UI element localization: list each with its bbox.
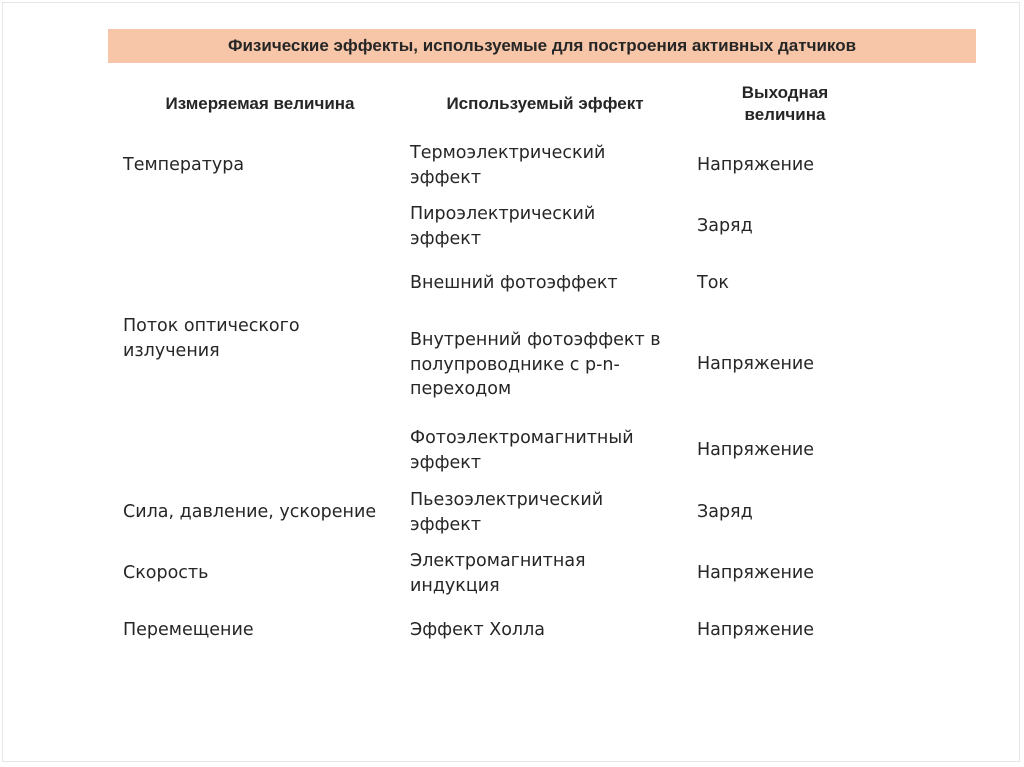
effect-thermoelectric-line-1: Термоэлектрический: [410, 143, 606, 163]
measured-temperature: Температура: [123, 155, 245, 175]
effect-internal-photo: [410, 328, 661, 402]
header-output-quantity: [700, 82, 870, 126]
output-voltage-internal-photo: Напряжение: [697, 354, 815, 374]
effect-piezoelectric: [410, 488, 603, 537]
effect-electromagnetic-induction: [410, 549, 586, 598]
output-current-external-photo: Ток: [697, 273, 729, 293]
effect-piezoelectric-line-2: эффект: [410, 514, 482, 535]
measured-optical-line-1: Поток оптического: [123, 316, 300, 336]
output-charge-pyroelectric: Заряд: [697, 216, 753, 236]
effect-internal-photo-line-2: полупроводнике с р-n-: [410, 354, 620, 375]
output-voltage-thermoelectric: Напряжение: [697, 155, 815, 175]
output-charge-piezoelectric: Заряд: [697, 502, 753, 522]
effect-hall: Эффект Холла: [410, 620, 546, 640]
output-voltage-photoelectromagnetic: Напряжение: [697, 440, 815, 460]
header-output-line-1: Выходная: [741, 83, 829, 102]
header-measured-quantity: Измеряемая величина: [165, 94, 355, 113]
effect-external-photo: Внешний фотоэффект: [410, 273, 618, 293]
output-voltage-induction: Напряжение: [697, 563, 815, 583]
effect-internal-photo-line-3: переходом: [410, 379, 512, 399]
measured-optical-flux: [123, 314, 300, 363]
effect-induction-line-2: индукция: [410, 575, 500, 596]
measured-speed: Скорость: [123, 563, 209, 583]
effect-pyroelectric-line-2: эффект: [410, 228, 482, 249]
effect-thermoelectric-line-2: эффект: [410, 167, 482, 188]
effect-piezoelectric-line-1: Пьезоэлектрический: [410, 490, 604, 510]
effect-thermoelectric: [410, 141, 605, 190]
effect-pyroelectric: [410, 202, 595, 251]
effect-internal-photo-line-1: Внутренний фотоэффект в: [410, 330, 661, 350]
effect-induction-line-1: Электромагнитная: [410, 551, 586, 571]
measured-displacement: Перемещение: [123, 620, 254, 640]
header-output-line-2: величина: [744, 105, 826, 124]
output-voltage-hall: Напряжение: [697, 620, 815, 640]
slide-title: Физические эффекты, используемые для построения активных датчиков: [108, 29, 976, 63]
effect-photoelectromagnetic-line-2: эффект: [410, 452, 482, 473]
effect-photoelectromagnetic: [410, 426, 634, 475]
header-used-effect: Используемый эффект: [446, 94, 644, 113]
measured-optical-line-2: излучения: [123, 340, 220, 361]
measured-force: Сила, давление, ускорение: [123, 502, 377, 522]
effect-pyroelectric-line-1: Пироэлектрический: [410, 204, 596, 224]
effect-photoelectromagnetic-line-1: Фотоэлектромагнитный: [410, 428, 634, 448]
